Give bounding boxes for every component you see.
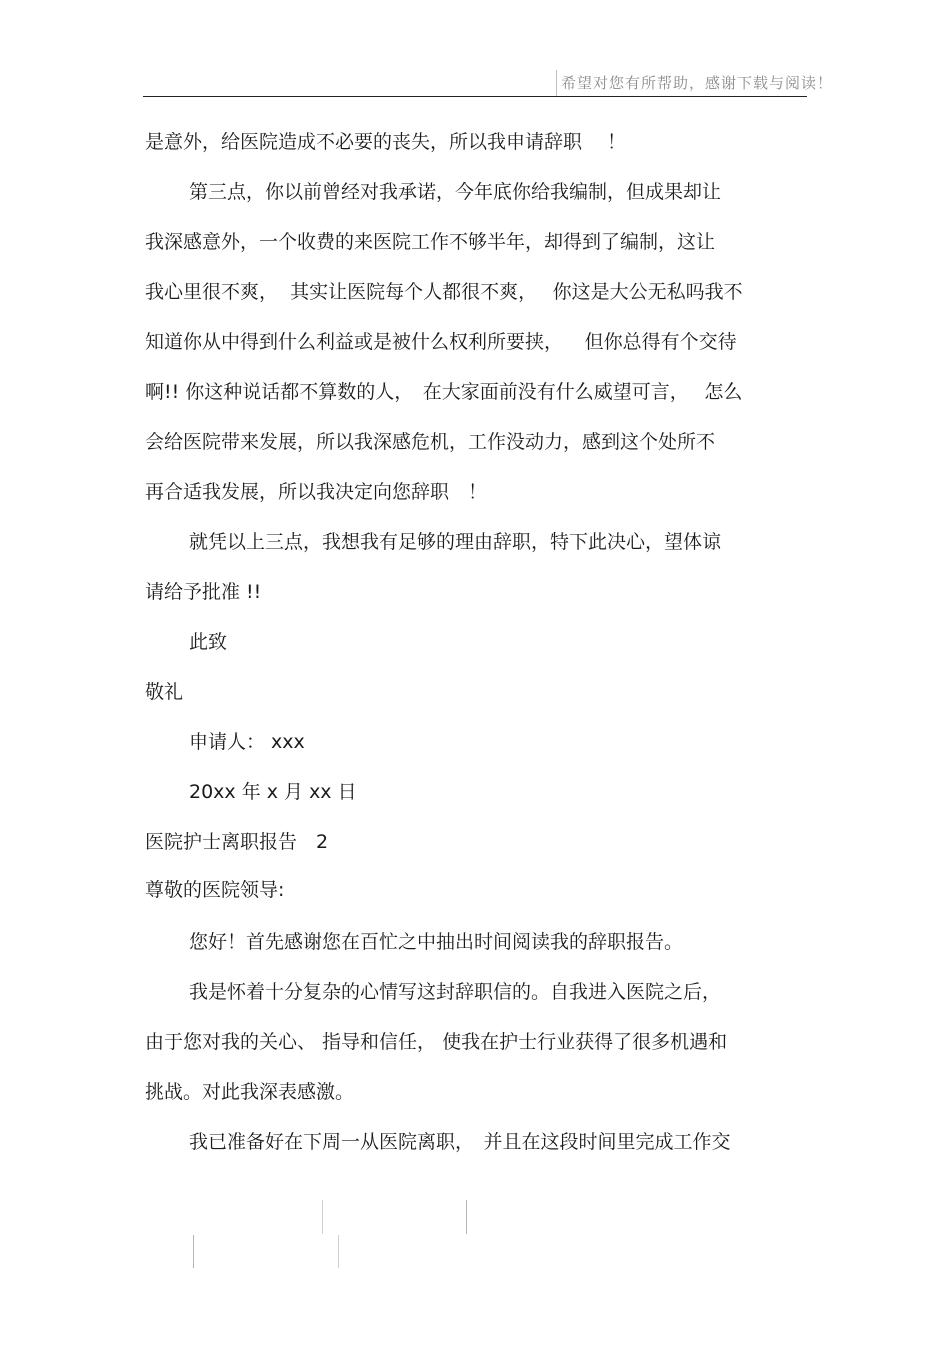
text-line: 请给予批准 !! (145, 581, 262, 603)
closing-line: 敬礼 (145, 681, 184, 703)
scan-mark (322, 1200, 323, 1234)
text-line: 是意外，给医院造成不必要的丧失，所以我申请辞职 ！ (145, 131, 627, 153)
text-line: 会给医院带来发展，所以我深感危机，工作没动力，感到这个处所不 (145, 431, 716, 453)
scan-mark (193, 1235, 194, 1268)
applicant-line: 申请人： xxx (189, 731, 305, 753)
header-rule (143, 96, 807, 97)
text-line: 挑战。对此我深表感激。 (145, 1081, 355, 1103)
text-line: 您好！首先感谢您在百忙之中抽出时间阅读我的辞职报告。 (189, 931, 684, 953)
text-line: 知道你从中得到什么利益或是被什么权利所要挟， 但你总得有个交待 (145, 331, 737, 353)
date-line: 20xx 年 x 月 xx 日 (189, 781, 357, 803)
section-title: 医院护士离职报告 2 (145, 831, 329, 853)
scan-mark (338, 1235, 339, 1268)
text-line: 再合适我发展，所以我决定向您辞职 ！ (145, 481, 488, 503)
header-note: 希望对您有所帮助，感谢下载与阅读！ (556, 70, 837, 96)
addressee-line: 尊敬的医院领导: (145, 879, 285, 901)
text-line: 第三点，你以前曾经对我承诺，今年底你给我编制，但成果却让 (189, 181, 722, 203)
text-line: 就凭以上三点，我想我有足够的理由辞职，特下此决心，望体谅 (189, 531, 722, 553)
text-line: 我已准备好在下周一从医院离职， 并且在这段时间里完成工作交 (189, 1131, 731, 1153)
text-line: 由于您对我的关心、 指导和信任， 使我在护士行业获得了很多机遇和 (145, 1031, 728, 1053)
salutation-line: 此致 (189, 631, 228, 653)
text-line: 我是怀着十分复杂的心情写这封辞职信的。自我进入医院之后， (189, 981, 722, 1003)
text-line: 我心里很不爽， 其实让医院每个人都很不爽， 你这是大公无私吗我不 (145, 281, 743, 303)
text-line: 我深感意外，一个收费的来医院工作不够半年，却得到了编制，这让 (145, 231, 716, 253)
scan-mark (466, 1200, 467, 1234)
text-line: 啊!! 你这种说话都不算数的人， 在大家面前没有什么威望可言， 怎么 (145, 381, 743, 403)
